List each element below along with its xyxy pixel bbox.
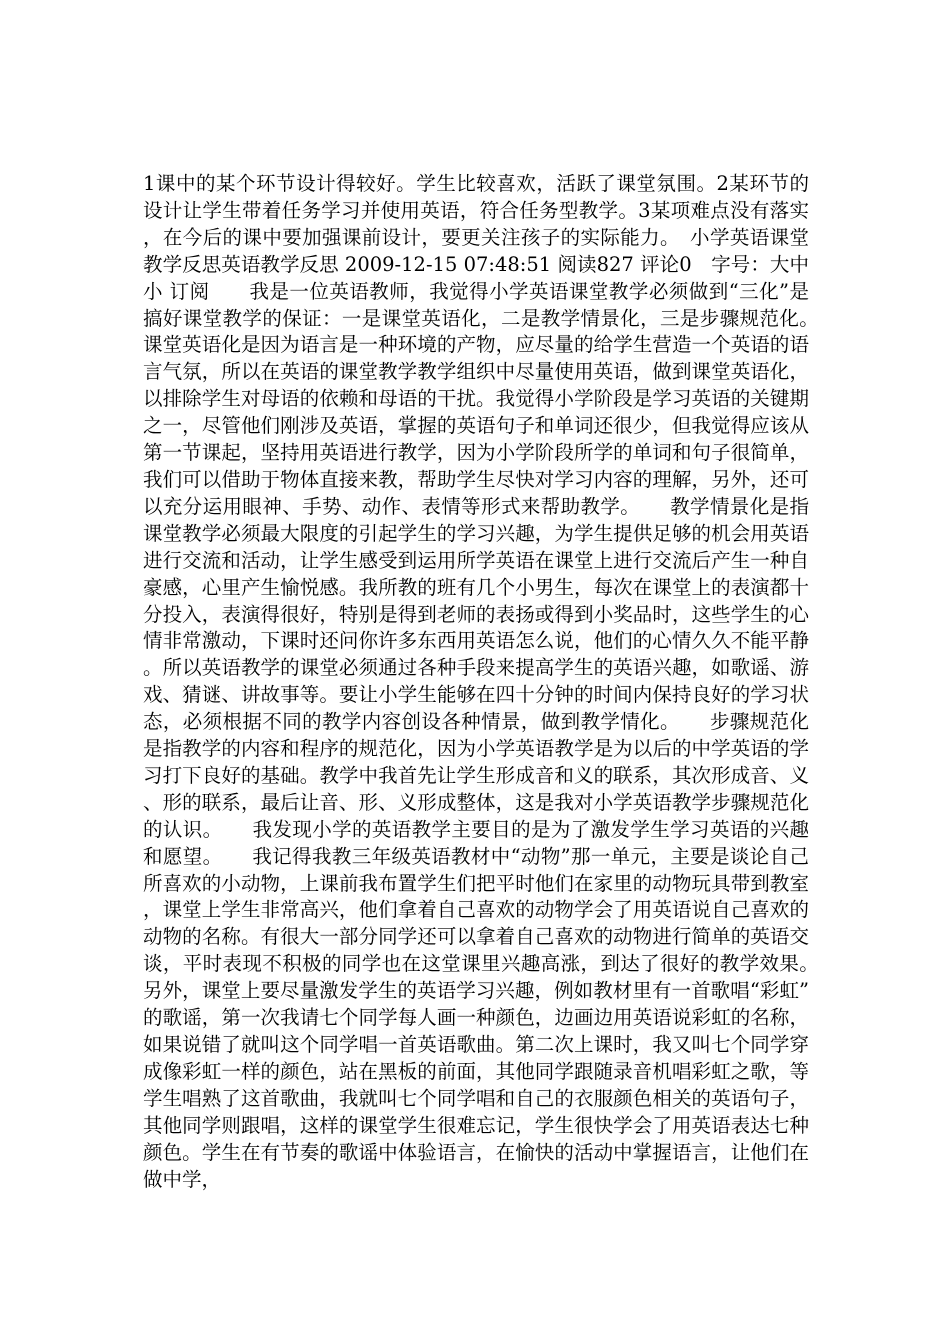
body-text: 1课中的某个环节设计得较好。学生比较喜欢，活跃了课堂氛围。2某环节的设计让学生带着任务学习并使用英语，符合任务型教学。3某项难点没有落实，在今后的课中要加强课前设计，要更关注孩子的实际能力。 小学英语课堂教学反思英语教学反思 2009-12-15 07:48:51 阅读827 评论0 字号：大中小 订阅 我是一位英语教师，我觉得小学英语课堂教学必须做到“三化”是搞好课堂教学的保证：一是课堂英语化，二是教学情景化，三是步骤规范化。 课堂英语化是因为语言是一种环境的产物，应尽量的给学生营造一个英语的语言气氛，所以在英语的课堂教学教学组织中尽量使用英语，做到课堂英语化，以排除学生对母语的依赖和母语的干扰。我觉得小学阶段是学习英语的关键期之一，尽管他们刚涉及英语，掌握的英语句子和单词还很少，但我觉得应该从第一节课起，坚持用英语进行教学，因为小学阶段所学的单词和句子很简单，我们可以借助于物体直接来教，帮助学生尽快对学习内容的理解，另外，还可以充分运用眼神、手势、动作、表情等形式来帮助教学。 教学情景化是指课堂教学必须最大限度的引起学生的学习兴趣，为学生提供足够的机会用英语进行交流和活动，让学生感受到运用所学英语在课堂上进行交流后产生一种自豪感，心里产生愉悦感。我所教的班有几个小男生，每次在课堂上的表演都十分投入，表演得很好，特别是得到老师的表扬或得到小奖品时，这些学生的心情非常激动，下课时还问你许多东西用英语怎么说，他们的心情久久不能平静。所以英语教学的课堂必须通过各种手段来提高学生的英语兴趣，如歌谣、游戏、猜谜、讲故事等。要让小学生能够在四十分钟的时间内保持良好的学习状态，必须根据不同的教学内容创设各种情景，做到教学情化。 步骤规范化是指教学的内容和程序的规范化，因为小学英语教学是为以后的中学英语的学习打下良好的基础。教学中我首先让学生形成音和义的联系，其次形成音、义、形的联系，最后让音、形、义形成整体，这是我对小学英语教学步骤规范化的认识。 我发现小学的英语教学主要目的是为了激发学生学习英语的兴趣和愿望。 我记得我教三年级英语教材中“动物”那一单元，主要是谈论自己所喜欢的小动物，上课前我布置学生们把平时他们在家里的动物玩具带到教室，课堂上学生非常高兴，他们拿着自己喜欢的动物学会了用英语说自己喜欢的动物的名称。有很大一部分同学还可以拿着自己喜欢的动物进行简单的英语交谈，平时表现不积极的同学也在这堂课里兴趣高涨，到达了很好的教学效果。 另外，课堂上要尽量激发学生的英语学习兴趣，例如教材里有一首歌唱“彩虹”的歌谣，第一次我请七个同学每人画一种颜色，边画边用英语说彩虹的名称，如果说错了就叫这个同学唱一首英语歌曲。第二次上课时，我又叫七个同学穿成像彩虹一样的颜色，站在黑板的前面，其他同学跟随录音机唱彩虹之歌，等学生唱熟了这首歌曲，我就叫七个同学唱和自己的衣服颜色相关的英语句子，其他同学则跟唱，这样的课堂学生很难忘记，学生很快学会了用英语表达七种颜色。学生在有节奏的歌谣中体验语言，在愉快的活动中掌握语言，让他们在做中学， bbox=[143, 172, 849, 1191]
